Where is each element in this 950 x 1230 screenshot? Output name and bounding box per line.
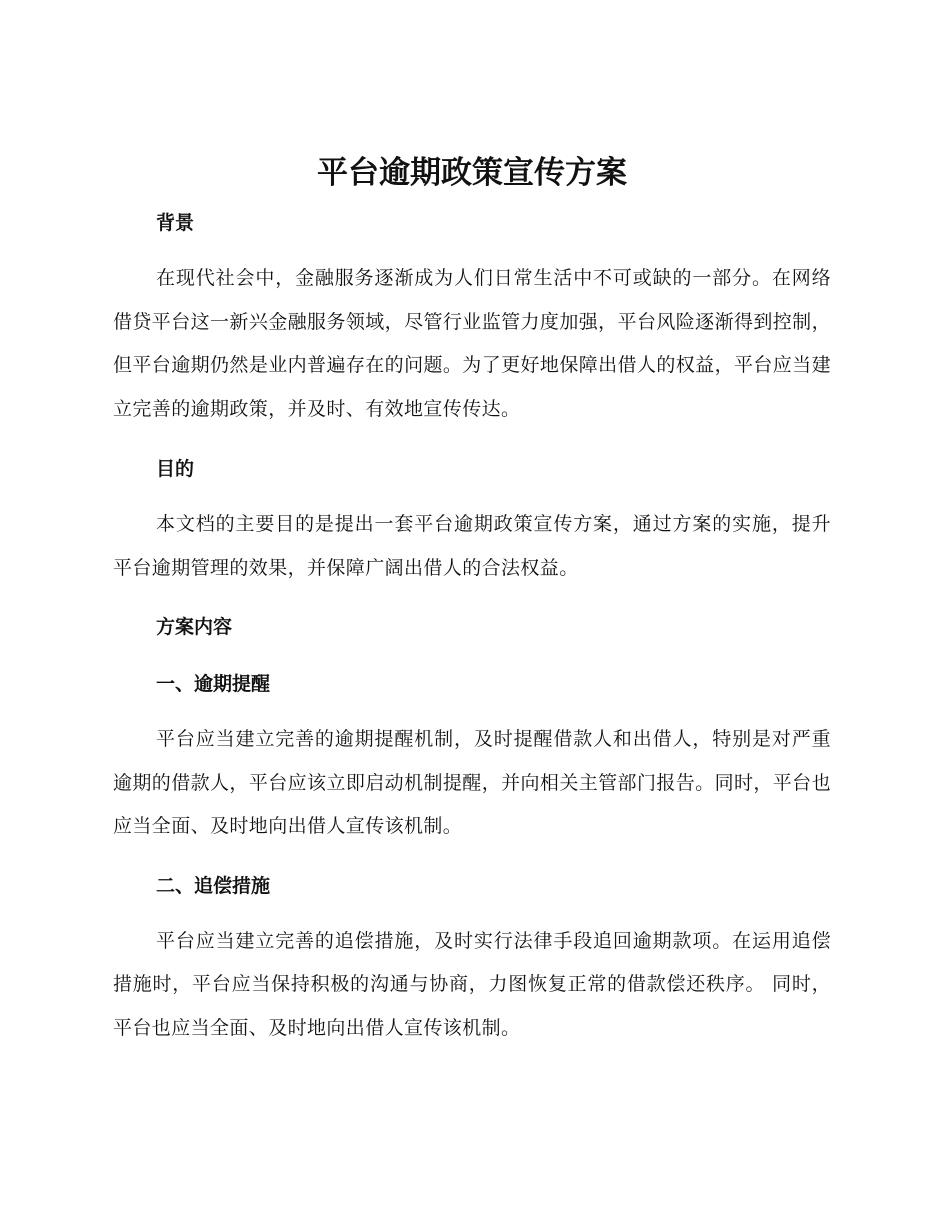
- section-paragraph-compensation: 平台应当建立完善的追偿措施，及时实行法律手段追回逾期款项。在运用追偿措施时，平台应当保持积极的沟通与协商，力图恢复正常的借款偿还秩序。 同时，平台也应当全面、及时地向出借人宣传该机制。: [113, 929, 831, 1039]
- document-body: [113, 150, 831, 1050]
- section-heading-background: 背景: [156, 212, 195, 234]
- section-heading-content: 方案内容: [156, 616, 233, 638]
- section-paragraph-reminder: 平台应当建立完善的逾期提醒机制，及时提醒借款人和出借人，特别是对严重逾期的借款人，平台应该立即启动机制提醒，并向相关主管部门报告。同时，平台也应当全面、及时地向出借人宣传该机制。: [113, 728, 831, 837]
- section-heading-reminder: 一、逾期提醒: [156, 673, 271, 695]
- section-paragraph-purpose: 本文档的主要目的是提出一套平台逾期政策宣传方案，通过方案的实施，提升平台逾期管理的效果，并保障广阔出借人的合法权益。: [113, 513, 831, 579]
- section-heading-purpose: 目的: [156, 458, 195, 480]
- document-title: 平台逾期政策宣传方案: [317, 155, 627, 191]
- section-heading-compensation: 二、追偿措施: [156, 874, 271, 897]
- section-paragraph-background: 在现代社会中，金融服务逐渐成为人们日常生活中不可或缺的一部分。在网络借贷平台这一新兴金融服务领域，尽管行业监管力度加强，平台风险逐渐得到控制，但平台逾期仍然是业内普遍存在的问题。为了更好地保障出借人的权益，平台应当建立完善的逾期政策，并及时、有效地宣传传达。: [113, 267, 831, 420]
